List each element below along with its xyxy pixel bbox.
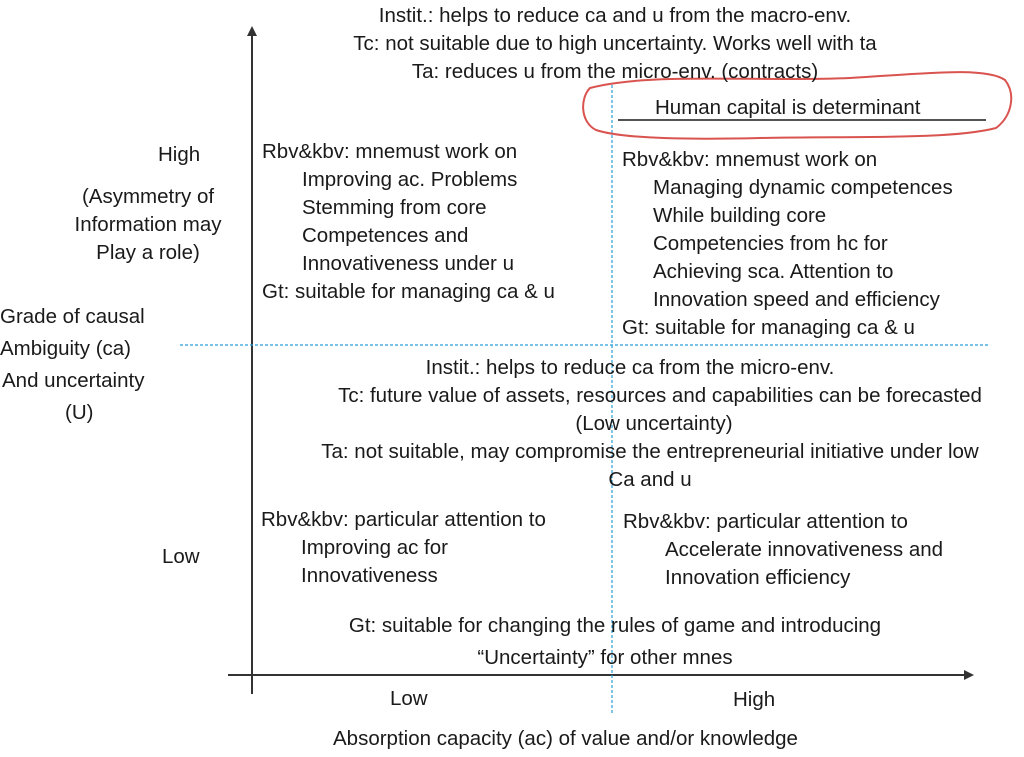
q3-line-3: Innovativeness [301, 564, 438, 587]
q2-line-6: Innovation speed and efficiency [653, 288, 940, 311]
middle-note-line-1: Instit.: helps to reduce ca from the micro-env. [425, 356, 835, 379]
bottom-note [290, 610, 940, 674]
y-axis-high-note-line-1: (Asymmetry of [81, 185, 215, 208]
q4-line-3: Innovation efficiency [665, 566, 851, 589]
top-note-line-3: Ta: reduces u from the micro-env. (contracts) [411, 60, 819, 83]
y-axis-title-line-3: And uncertainty [2, 369, 145, 392]
q1-line-4: Competences and [302, 224, 469, 247]
q2-line-7: Gt: suitable for managing ca & u [622, 316, 915, 339]
quadrant-low-low-ac [261, 506, 546, 590]
quadrant-high-high-ac [622, 146, 953, 342]
middle-note-line-5: Ca and u [608, 468, 692, 491]
top-note-line-2: Tc: not suitable due to high uncertainty. Works well with ta [353, 32, 877, 55]
q1-line-1: Rbv&kbv: mnemust work on [262, 140, 518, 163]
q2-line-1: Rbv&kbv: mnemust work on [622, 148, 878, 171]
y-axis-high-note-line-2: Information may [74, 213, 222, 236]
y-axis-high-note-line-3: Play a role) [96, 241, 200, 264]
q2-line-4: Competencies from hc for [653, 232, 888, 255]
middle-note-line-4: Ta: not suitable, may compromise the entrepreneurial initiative under low [321, 440, 979, 463]
q1-line-3: Stemming from core [302, 196, 487, 219]
q3-line-2: Improving ac for [301, 536, 448, 559]
x-axis-low-label: Low [390, 687, 428, 710]
middle-note [256, 354, 1024, 494]
middle-note-line-3: (Low uncertainty) [575, 412, 733, 435]
y-axis-high-note [48, 183, 248, 267]
quadrant-low-high-ac [623, 508, 943, 592]
x-axis-title: Absorption capacity (ac) of value and/or knowledge [333, 727, 798, 750]
q2-line-3: While building core [653, 204, 827, 227]
q4-line-1: Rbv&kbv: particular attention to [623, 510, 908, 533]
q3-line-1: Rbv&kbv: particular attention to [261, 508, 546, 531]
x-axis-high-label: High [733, 688, 776, 711]
y-axis-title-line-1: Grade of causal [0, 305, 145, 328]
y-axis-high-label: High [158, 143, 201, 166]
y-axis-low-label: Low [162, 545, 200, 568]
y-axis-title-line-2: Ambiguity (ca) [0, 337, 132, 360]
y-axis-title [0, 301, 145, 429]
q1-line-2: Improving ac. Problems [302, 168, 518, 191]
q4-line-2: Accelerate innovativeness and [665, 538, 944, 561]
middle-note-line-2: Tc: future value of assets, resources and capabilities can be forecasted [338, 384, 982, 407]
highlight-text: Human capital is determinant [655, 96, 921, 119]
q2-line-2: Managing dynamic competences [653, 176, 953, 199]
y-axis-title-line-4: (U) [65, 401, 94, 424]
top-note [290, 2, 940, 86]
quadrant-high-low-ac [262, 138, 555, 306]
top-note-line-1: Instit.: helps to reduce ca and u from the macro-env. [378, 4, 852, 27]
bottom-note-line-2: “Uncertainty” for other mnes [477, 646, 733, 669]
q1-line-5: Innovativeness under u [302, 252, 514, 275]
bottom-note-line-1: Gt: suitable for changing the rules of game and introducing [348, 614, 882, 637]
q2-line-5: Achieving sca. Attention to [653, 260, 894, 283]
q1-line-6: Gt: suitable for managing ca & u [262, 280, 555, 303]
